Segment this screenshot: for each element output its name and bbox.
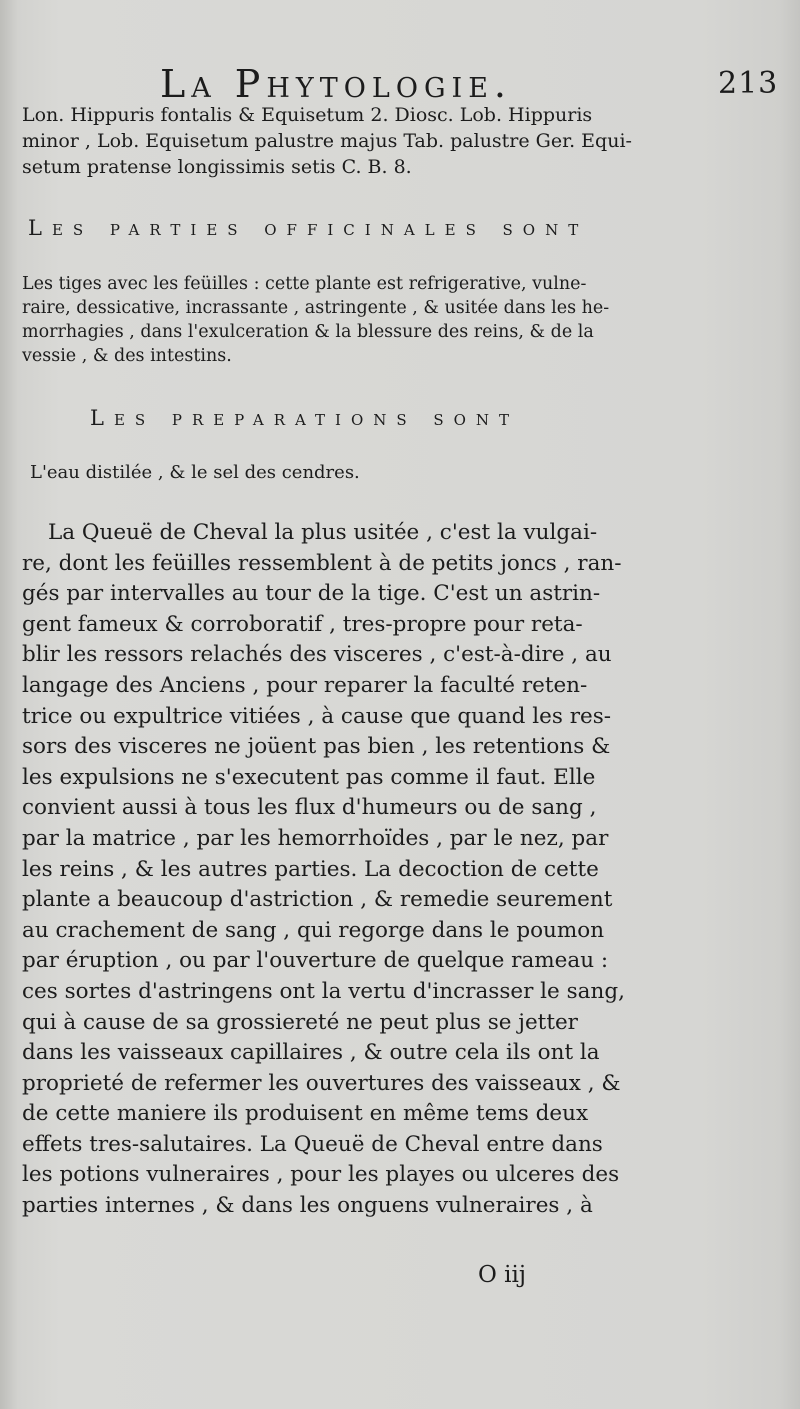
page-title: La Phytologie. [160,62,512,106]
parts-line: raire, dessicative, incrassante , astringente , & usitée dans les he- [22,298,610,318]
body-line: les potions vulneraires , pour les playes ou ulceres des [22,1162,620,1188]
body-line: plante a beaucoup d'astriction , & remedie seurement [22,887,613,913]
body-line: au crachement de sang , qui regorge dans le poumon [22,917,605,943]
parts-line: Les tiges avec les feüilles : cette plante est refrigerative, vulne- [22,274,587,294]
body-line: langage des Anciens , pour reparer la faculté reten- [22,672,588,698]
parts-paragraph [22,272,782,368]
body-line: parties internes , & dans les onguens vulneraires , à [22,1193,593,1219]
body-line: par la matrice , par les hemorrhoïdes , par le nez, par [22,825,609,851]
body-line: blir les ressors relachés des visceres , c'est-à-dire , au [22,642,612,668]
body-line: La Queuë de Cheval la plus usitée , c'est la vulgai- [48,520,598,545]
body-paragraph [22,518,782,1222]
signature-mark: O iij [478,1262,527,1288]
body-line: les expulsions ne s'executent pas comme il faut. Elle [22,764,596,790]
body-line: par éruption , ou par l'ouverture de quelque rameau : [22,948,609,974]
body-line: gés par intervalles au tour de la tige. C'est un astrin- [22,581,601,607]
synonym-line: minor , Lob. Equisetum palustre majus Tab. palustre Ger. Equi- [22,130,632,152]
body-line: ces sortes d'astringens ont la vertu d'incrasser le sang, [22,978,625,1004]
body-line: dans les vaisseaux capillaires , & outre cela ils ont la [22,1040,600,1066]
section-heading-parts: Les parties officinales sont [28,216,589,240]
running-header [0,62,800,106]
body-line: proprieté de refermer les ouvertures des vaisseaux , & [22,1070,621,1096]
body-line: gent fameux & corroboratif , tres-propre pour reta- [22,611,583,637]
parts-line: vessie , & des intestins. [22,346,232,366]
body-line: trice ou expultrice vitiées , à cause que quand les res- [22,703,612,729]
body-line: de cette maniere ils produisent en même tems deux [22,1101,589,1127]
body-line: convient aussi à tous les flux d'humeurs ou de sang , [22,795,597,821]
body-line: qui à cause de sa grossiereté ne peut plus se jetter [22,1009,578,1035]
parts-line: morrhagies , dans l'exulceration & la blessure des reins, & de la [22,322,594,342]
section-heading-preparations: Les preparations sont [90,406,520,430]
body-line: les reins , & les autres parties. La decoction de cette [22,856,599,882]
synonyms-paragraph [22,102,782,180]
synonym-line: Lon. Hippuris fontalis & Equisetum 2. Diosc. Lob. Hippuris [22,104,593,126]
synonym-line: setum pratense longissimis setis C. B. 8. [22,156,412,178]
preparations-line: L'eau distilée , & le sel des cendres. [30,462,360,483]
body-line: re, dont les feüilles ressemblent à de petits joncs , ran- [22,550,622,576]
body-line: effets tres-salutaires. La Queuë de Cheval entre dans [22,1131,603,1157]
body-line: sors des visceres ne joüent pas bien , les retentions & [22,734,611,760]
page-number: 213 [718,66,779,101]
